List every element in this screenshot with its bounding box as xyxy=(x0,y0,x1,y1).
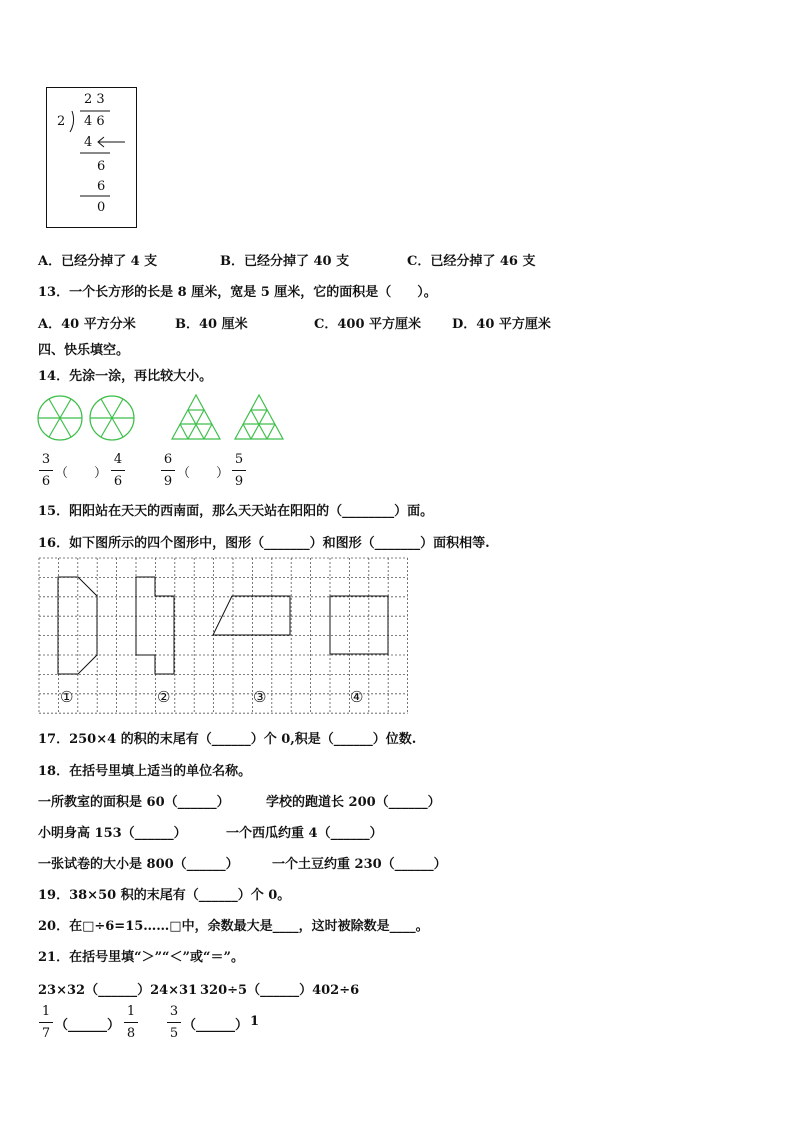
q12-option-b: B．已经分掉了 40 支 xyxy=(220,254,350,269)
rhs-value: 1 xyxy=(250,1014,260,1029)
q12-option-a: A．已经分掉了 4 支 xyxy=(38,254,158,269)
q18-item: 学校的跑道长 200（______） xyxy=(266,795,441,810)
section-title: 四、快乐填空。 xyxy=(38,343,130,358)
q12-option-c: C．已经分掉了 46 支 xyxy=(407,254,536,269)
q13-option-c: C．400 平方厘米 xyxy=(314,317,422,332)
compare-paren[interactable]: （______） xyxy=(183,1018,249,1033)
shape-2 xyxy=(136,577,174,674)
quotient: 2 3 xyxy=(84,92,105,107)
q16-stem: 16．如下图所示的四个图形中，图形（_______）和图形（_______）面积相等. xyxy=(38,536,490,551)
q18-item: 一个西瓜约重 4（______） xyxy=(226,826,383,841)
shape-4 xyxy=(330,596,388,654)
q21-stem: 21．在括号里填“＞”“＜”或“＝”。 xyxy=(38,950,244,965)
dividend: 4 6 xyxy=(84,114,105,129)
long-division-box xyxy=(0,0,794,240)
q19: 19．38×50 积的末尾有（______）个 0。 xyxy=(38,888,291,903)
circle-shape-1 xyxy=(38,396,82,440)
compare-paren[interactable]: （ ） xyxy=(55,466,108,481)
q14-stem: 14．先涂一涂，再比较大小。 xyxy=(38,369,213,384)
triangle-shape-1 xyxy=(172,395,220,439)
q13-option-d: D．40 平方厘米 xyxy=(452,317,551,332)
q18-stem: 18．在括号里填上适当的单位名称。 xyxy=(38,764,252,779)
q18-item: 一个土豆约重 230（______） xyxy=(272,857,447,872)
circle-shape-2 xyxy=(90,396,134,440)
step3: 6 xyxy=(97,179,106,194)
q21-item: 23×32（______）24×31 xyxy=(38,983,198,998)
q20: 20．在□÷6=15……□中，余数最大是____，这时被除数是____。 xyxy=(38,919,429,934)
q18-item: 一张试卷的大小是 800（______） xyxy=(38,857,239,872)
label-2: ② xyxy=(157,688,171,706)
q13-option-b: B．40 厘米 xyxy=(175,317,248,332)
fraction: 4 6 xyxy=(111,453,125,489)
compare-paren[interactable]: （ ） xyxy=(177,466,230,481)
label-3: ③ xyxy=(253,688,267,706)
q16-grid-figure xyxy=(0,555,794,725)
q13-stem: 13．一个长方形的长是 8 厘米，宽是 5 厘米，它的面积是（ ）。 xyxy=(38,285,437,300)
q15: 15．阳阳站在天天的西南面，那么天天站在阳阳的（________）面。 xyxy=(38,504,434,519)
fraction: 3 6 xyxy=(39,453,53,489)
fraction: 1 7 xyxy=(39,1005,53,1041)
q18-item: 小明身高 153（______） xyxy=(38,826,187,841)
fraction: 3 5 xyxy=(167,1005,181,1041)
divisor: 2 xyxy=(57,114,66,129)
fraction: 5 9 xyxy=(232,453,246,489)
step2: 6 xyxy=(97,159,106,174)
remainder: 0 xyxy=(97,200,106,215)
q13-option-a: A．40 平方分米 xyxy=(38,317,136,332)
q18-item: 一所教室的面积是 60（______） xyxy=(38,795,230,810)
q21-item: 320÷5（______）402÷6 xyxy=(200,983,360,998)
fraction: 1 8 xyxy=(124,1005,138,1041)
compare-paren[interactable]: （______） xyxy=(55,1018,121,1033)
q14-shapes xyxy=(0,390,794,450)
label-4: ④ xyxy=(350,688,364,706)
q17: 17．250×4 的积的末尾有（______）个 0,积是（______）位数. xyxy=(38,732,417,747)
label-1: ① xyxy=(60,688,74,706)
step1: 4 xyxy=(84,135,93,150)
triangle-shape-2 xyxy=(235,395,283,439)
fraction: 6 9 xyxy=(161,453,175,489)
shape-3 xyxy=(213,596,290,635)
